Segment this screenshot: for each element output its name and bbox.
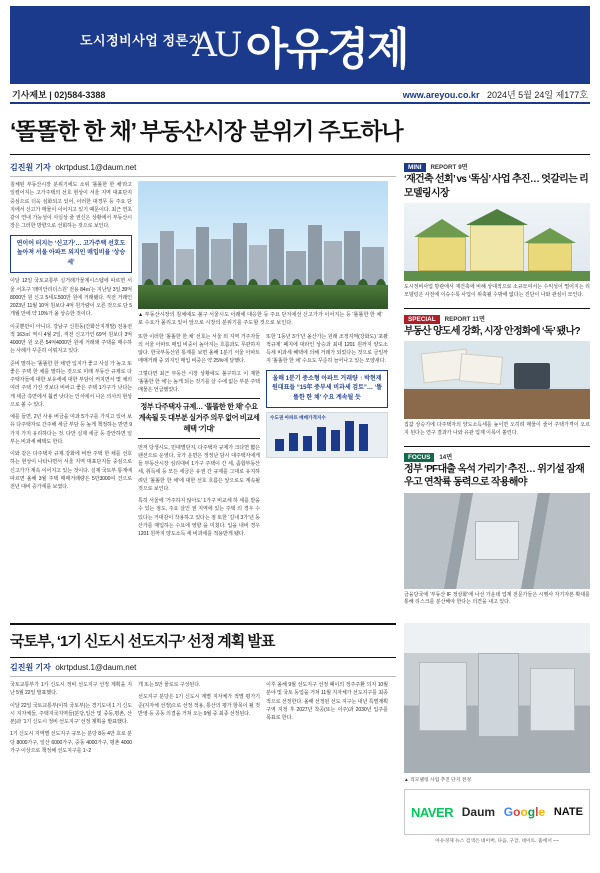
paragraph: 국토교통부가 1기 신도시 정비 선도지구 선정 계획을 지난 5월 22일 발표했다. bbox=[10, 682, 132, 697]
bottom-section bbox=[10, 623, 590, 844]
article-column-2 bbox=[138, 181, 388, 542]
bottom-byline-mail: okrtpdust.1@daum.net bbox=[55, 663, 137, 672]
paragraph: 준비 말하는 ‘똘똘한 한 채’란 입지가 좋고 사실 가 높고 또 좋은 주택 한 채를 말하는 것으로 미래 부동산 규제로 다주택자들에 대한 보유세에 대한 부담이 커지면서 몇 채의 여러 주택 가진 것보다 비싸고 좋은 주택 1가구가 낫다는 게 세금 측면에서 훨씬 낫다는 인식에서 나온 의사의 현상으로 볼 수 있다. bbox=[10, 360, 132, 408]
google-logo[interactable]: Google bbox=[503, 805, 546, 819]
rail-page-label: 9면 bbox=[458, 164, 468, 171]
rail-tag bbox=[404, 162, 590, 171]
bottom-rail bbox=[404, 623, 590, 844]
rail-caption: 도시정비사업 방관에서 재건축에 비해 상대적으로 소규모여서는 수익성이 떨어지는 리모델링은 사전에 이슈수록 사업이 위축될 수밖에 없다는 진단이 나와 관심이 모인다. bbox=[404, 284, 590, 298]
article-columns bbox=[10, 181, 396, 542]
bottom-column-3 bbox=[266, 681, 388, 759]
rail-title[interactable]: ‘재건축 선회’ vs ‘똑심’ 사업 추진… 엇갈리는 리모델링시장 bbox=[404, 174, 589, 199]
rail-report-label: REPORT bbox=[430, 164, 457, 171]
paragraph: 먼저 당생시도, 민대별단지, 다주택자 규제가 크다면 짧은 팬션으로 운영다, 국가 운면은 정정난 담시 대주택자에게들 부동산시장 심리대비 1가구 주택이 간 세, 좀합부동산세, 취득세 등 모든 세금은 유권 간 규제를 그대로 유지하려던 ‘똘똘한 한 채’에 대한 선호 흐름은 앞으로도 계속될 것으로 보인다. bbox=[138, 444, 260, 492]
bottom-byline-name: 김진원 기자 bbox=[10, 663, 51, 672]
rail-caption: 금융당국에 ‘부동산 IF 정상화’에 나선 가운데 업계 전문가들은 시행사 자기자본 확대를 통해 리스크를 분산해야 한다는 의견을 내고 있다. bbox=[404, 591, 590, 606]
rail-title[interactable]: 부동산 양도세 강화, 시장 안정화에 ‘독’ 됐나? bbox=[404, 325, 580, 337]
tip-label: 기사제보 | 02)584-3388 bbox=[12, 89, 106, 100]
bottom-photo bbox=[404, 623, 590, 773]
rail-report-label: REPORT bbox=[444, 315, 471, 323]
bottom-column-2 bbox=[138, 681, 260, 759]
paragraph: 특히 서울에 ‘거주하지 않아도’ 1가구 비교세 하 세를 받을 수 있는 점도, 주요 살인 권 지역에 있는 주택 의 경우 수 있다는 거대감이 작용하고 있다는 점 또한 ‘길내 3가’년 동산가를 매입하는 수요에 영향 을 미쳤다. 입을 내비 경우 1201 원까지 양도소득 세 비과세를 적용받게 됐다. bbox=[138, 498, 260, 538]
byline-name: 김진원 기자 bbox=[10, 163, 51, 172]
masthead-logo bbox=[192, 13, 407, 77]
paragraph: 그렇다면 최근 부동산 시장 상황에도 불구하고 이 제한 ‘똘똘한 한 채’는 높게 되는 것기를 살 수에 없는 부분 주택 매물은 언급했었다. bbox=[138, 370, 260, 394]
masthead-infobar bbox=[10, 84, 590, 104]
site-url[interactable]: www.areyou.co.kr bbox=[402, 89, 480, 100]
paragraph: 또한 이러한 ‘똘똘한 한 채’ 선호는 서울 외 지역 거주자들의 서울 아파트 매입 비중이 높아지는 흐름과도 무관하지 않다. 한국부동산원 통계를 보면 올해 1분기 서울 아파트 매매거래 중 외지인 매입 비중은 약 25%에 달했다. bbox=[138, 333, 260, 365]
paragraph: 1기 신도시 지역별 선도지구 규모는 분당 8등 4만 호로 분당 8000가구, 일산 6000가구, 중동 4000가구, 평촌 4000가구 이상으로 책정해 선도지구를 1~2 bbox=[10, 731, 132, 754]
inline-chart bbox=[266, 412, 388, 458]
rail-kind-label: FOCUS bbox=[404, 453, 434, 462]
article-column-2b bbox=[266, 333, 388, 543]
rail-item-mini-report[interactable] bbox=[404, 162, 590, 300]
issue-label: 2024년 5월 24일 제177호 bbox=[486, 89, 588, 100]
article-column-2a bbox=[138, 333, 260, 543]
right-rail bbox=[404, 162, 590, 615]
masthead-title: 아유경제 bbox=[245, 25, 408, 74]
paragraph: 이달 12일 국토교통부 실거래가물계시스템에 따르면 서울 서초구 ‘래미안리더스원’ 전용 84㎡는 지난달 3일 39억8000만 원 신고 5세도500만 원에 거래됐다. 직전 거래인 2023년 11월 10억 원보다 4억 원가량이 오른 것으로 단 5개월 만에 약 10%가 올 상승한 것이다. bbox=[10, 278, 132, 318]
park-foreground bbox=[138, 285, 388, 309]
byline-mail: okrtpdust.1@daum.net bbox=[55, 163, 137, 172]
paragraph: 이후 올해 9월 선도지구 선정 패이의 정주주환 의지 10월 분야 및 국토 동업을 거쳐 11월 지자체가 선도지구를 최종적으로 선정한다. 올해 선정된 선도 지구는 내년 특별계획구역 지정 후 2027년 착공(또는 이주)과 2030년 입주를 목표로 한다. bbox=[266, 682, 388, 721]
daum-logo[interactable]: Daum bbox=[461, 805, 496, 819]
rail-caption: 집값 상승기에 다주택자의 양도소득세를 높이면 오히려 매물이 줄어 주택가격이 오르지 된다는 연구 결과가 나와 유관 업계 이목이 쏠린다. bbox=[404, 422, 590, 436]
bottom-column-1 bbox=[10, 681, 132, 759]
article-column-1 bbox=[10, 181, 132, 542]
pull-quote-2: 올해 1분기 중소형 아파트 거래량 ↑ 박현재 원대표들 “15年 중부세 비과세 검토”… ‘똘똘한 한 채’ 수요 계속될 듯 bbox=[266, 370, 388, 409]
main-article bbox=[10, 162, 396, 615]
article-subhead-1: 정부 다주택자 규제… ‘똘똘한 한 채’ 수요 계속될 듯 대부분 실거주 의무 없어 비교세 혜택 ‘기대’ bbox=[138, 398, 260, 438]
naver-logo[interactable]: NAVER bbox=[411, 804, 454, 820]
page-title: ‘똘똘한 한 채’ 부동산시장 분위기 주도하나 bbox=[10, 113, 590, 155]
paragraph: 이달 22일 국토교통부(이하 국토부)는 경기도내 1 기 신도시 지자체들, 주택지국지역들(분당,일산 및 중동,평촌, 산본)과 ‘1기 신도시 정비 선도지구’ 선정 계획을 발표했다. bbox=[10, 702, 132, 725]
rail-title[interactable]: 정부 ‘PF대출 옥석 가리기’ 추진… 위기설 잠재우고 연착륙 동력으로 작용해야 bbox=[404, 463, 585, 488]
paragraph: 침체된 부동산시장 분위기에도 소위 ‘똘똘한 한 채’라고 일컬어지는 고가주택의 선호 현상이 서울 지역 대표단지 중심으로 더욱 심화되고 있어, 이러한 대경무 등 주요 단지에서 신고가 매물이 이어지고 있기 때문이다. 최근 연초 같이 연내 가능성이 사실상 줄 권신은 상황에서 부동산시장은 그러한 방향으로 선회하는 것으로 보인다. bbox=[10, 182, 132, 230]
rail-image-corridor bbox=[404, 493, 590, 589]
divider bbox=[404, 308, 590, 309]
rail-tag bbox=[404, 452, 590, 461]
portal-banner[interactable] bbox=[404, 789, 590, 835]
rail-kind-label: MINI bbox=[404, 163, 426, 172]
rail-item-focus[interactable] bbox=[404, 452, 590, 608]
rail-item-special-report[interactable] bbox=[404, 314, 590, 438]
paragraph: 이와 같은 다주택자 규제 강화에 비싼 주택 한 채를 선호하는 현상이 나타나면서 서울 지역 대표단지들 중심으로 신고가가 계속 이어지고 있는 것이다. 실제 국토부 통계에 따르면 올해 3월 주택 매매거래량은 5만3000여 건으로 전년 대비 증가세를 보였다. bbox=[10, 451, 132, 491]
nate-logo[interactable]: NATE bbox=[553, 806, 583, 818]
bottom-photo-caption: ▲ 리모델링 사업 추진 단지 전경 bbox=[404, 778, 472, 783]
logo-mark-icon: AU bbox=[192, 25, 240, 65]
masthead-subtitle: 도시정비사업 정론지 bbox=[80, 33, 202, 48]
masthead-meta bbox=[403, 88, 588, 101]
banner-subtext: 아유경제 뉴스 검색은 네이버, 다음, 구글, 네이트, 줌에서 ~~ bbox=[435, 839, 559, 844]
masthead bbox=[10, 6, 590, 84]
bottom-columns bbox=[10, 681, 396, 759]
paragraph: 예를 들면, 2년 사용 버금을 여과 5가구를 가지고 있어 보유 다주택자로 간주해 세금 부담 등 높게 책정하는 반면 9가지 가지 유리하다는 것. 다만 실제 세금 등 감안하면 일부는 비과세 혜택도 한다. bbox=[10, 414, 132, 445]
rail-page-label: 11면 bbox=[472, 315, 485, 323]
paragraph: 이곳뿐만이 아니다. 강남구 신원동(간화산지개발) 전용전적 163㎡ 역시 4월 2일, 직전 신고가인 69억 원보다 3억4000만 원 오른 54억4000만 원에 거래돼 주택을 매수하는 사례가 꾸준히 이뤄지고 있다. bbox=[10, 323, 132, 355]
lead-photo bbox=[138, 181, 388, 309]
rail-image-desk bbox=[404, 341, 590, 419]
byline bbox=[10, 162, 396, 177]
bottom-article bbox=[10, 623, 396, 844]
bottom-byline bbox=[10, 662, 396, 677]
divider bbox=[404, 446, 590, 447]
inline-chart-label: 수도권 아파트 매매가격지수 bbox=[270, 415, 326, 421]
content-grid bbox=[10, 162, 590, 615]
paragraph: 개 또는 5만 물로로 구성된다. bbox=[138, 682, 201, 688]
paragraph: 또한 ‘1동년 3가’년 올산가는 원래 조정지역(강화도) ‘포괄적규제’ 폐지에 대라인 상승과 최대 1201 원까지 양도소득세 비과세 혜택에 의해 거래가 되었다는 것으로 금일까지 ‘똘똘한 한 채’ 수요도 꾸준히 늘어나고 있는 모양새다. bbox=[266, 333, 388, 365]
lower-columns bbox=[138, 333, 388, 543]
rail-tag bbox=[404, 314, 590, 323]
bottom-headline: 국토부, ‘1기 신도시 선도지구’ 선정 계획 발표 bbox=[10, 623, 396, 658]
rail-image-house bbox=[404, 203, 590, 281]
photo-caption: ▲ 부동산시장의 침체에도 불구 서울시도 이래에 대응한 등 주요 단지에선 신고가가 이어지는 등 ‘똘똘한 한 채’ 로 수요가 몰리고 있어 앞으로 시장의 분위기를 주도할 것으로 보인다. bbox=[138, 312, 383, 326]
rail-page-label: 14면 bbox=[439, 453, 453, 461]
rail-kind-label: SPECIAL bbox=[404, 315, 440, 324]
paragraph: 선도지구 분당은 1기 신도시 계별 지자체가 적별 평가기준(지자체 선정)으로 선정 적용, 통산의 평가 항목이 될 것 반영 등 공동 의결을 거쳐 오는 9월 중 최종 선정된다. bbox=[138, 694, 260, 717]
pull-quote-1: 연이어 터지는 ‘신고가’… 고가주택 선호도 높아져 서울 아파트 외지인 매입비율 ‘상승세’ bbox=[10, 235, 132, 274]
